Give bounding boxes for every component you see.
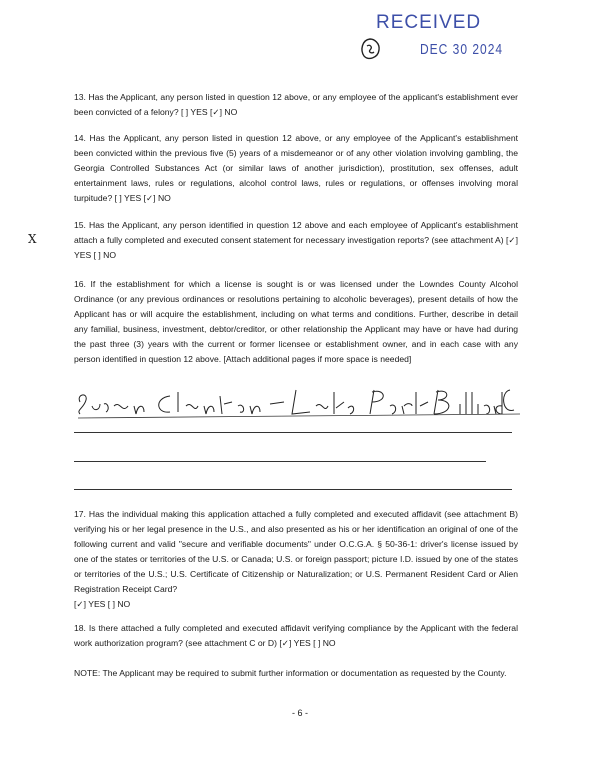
- question-14: [74, 131, 518, 206]
- answer-line-4: [74, 489, 512, 490]
- question-17: [74, 507, 518, 612]
- handwritten-answer-16: [74, 384, 522, 424]
- question-17-options: [✓] YES [ ] NO: [74, 599, 131, 609]
- question-13: [74, 90, 518, 120]
- question-16: [74, 277, 518, 367]
- question-15: [74, 218, 518, 263]
- question-18-text: 18. Is there attached a fully completed and executed affidavit verifying compliance by the Applicant with the federal work authorization program? (see attachment C or D) [✓] YES [ ] NO: [74, 623, 518, 648]
- received-date: DEC 30 2024: [420, 40, 504, 58]
- question-17-text: 17. Has the individual making this application attached a fully completed and executed affidavit (see attachment B) verifying his or her legal presence in the U.S., and also presented as his or her identification an original of one of the following current and valid "secure and verifiable documents" under O.C.G.A. § 50-36-1: driver's license issued by one of the states or territories of the U.S. or Canada; U.S. or foreign passport; picture I.D. issued by one of the states or territories of the U.S.; U.S. Certificate of Citizenship or Naturalization; or U.S. Permanent Resident Card or Alien Registration Receipt Card?: [74, 509, 518, 594]
- question-14-text: 14. Has the Applicant, any person listed in question 12 above, or any employee of the Applicant's establishment been convicted within the previous five (5) years of a misdemeanor or of any other violation involving gambling, the Georgia Controlled Substances Act (or similar laws of another jurisdiction), prostitution, sex offenses, adult entertainment laws, rules or regulations, alcohol control laws, rules or regulations, or offenses involving moral turpitude? [ ] YES [✓] NO: [74, 133, 518, 203]
- note: [74, 666, 518, 681]
- received-stamp: RECEIVED: [376, 12, 482, 33]
- answer-line-2: [74, 432, 512, 433]
- page-number: - 6 -: [291, 708, 308, 718]
- question-18: [74, 621, 518, 651]
- note-text: NOTE: The Applicant may be required to submit further information or documentation as requested by the County.: [74, 668, 507, 678]
- answer-line-3: [74, 461, 486, 462]
- handwritten-initials: [358, 36, 382, 62]
- margin-mark: X: [28, 232, 37, 246]
- question-15-text: 15. Has the Applicant, any person identified in question 12 above and each employee of Applicant's establishment attach a fully completed and executed consent statement for necessary investigation reports? (see attachment A) [✓] YES [ ] NO: [74, 220, 518, 260]
- question-13-text: 13. Has the Applicant, any person listed in question 12 above, or any employee of the applicant's establishment ever been convicted of a felony? [ ] YES [✓] NO: [74, 92, 518, 117]
- question-16-text: 16. If the establishment for which a license is sought is or was licensed under the Lowndes County Alcohol Ordinance (or any previous ordinances or resolutions pertaining to alcoholic beverages), present details of how the Applicant has or will acquire the establishment, including on what terms and conditions. Further, describe in detail any familial, business, investment, debtor/creditor, or other relationship the Applicant may have or have had during the past three (3) years with the current or former licensee or establishment owner, and in each case with any person identified in question 12 above. [Attach additional pages if more space is needed]: [74, 279, 518, 364]
